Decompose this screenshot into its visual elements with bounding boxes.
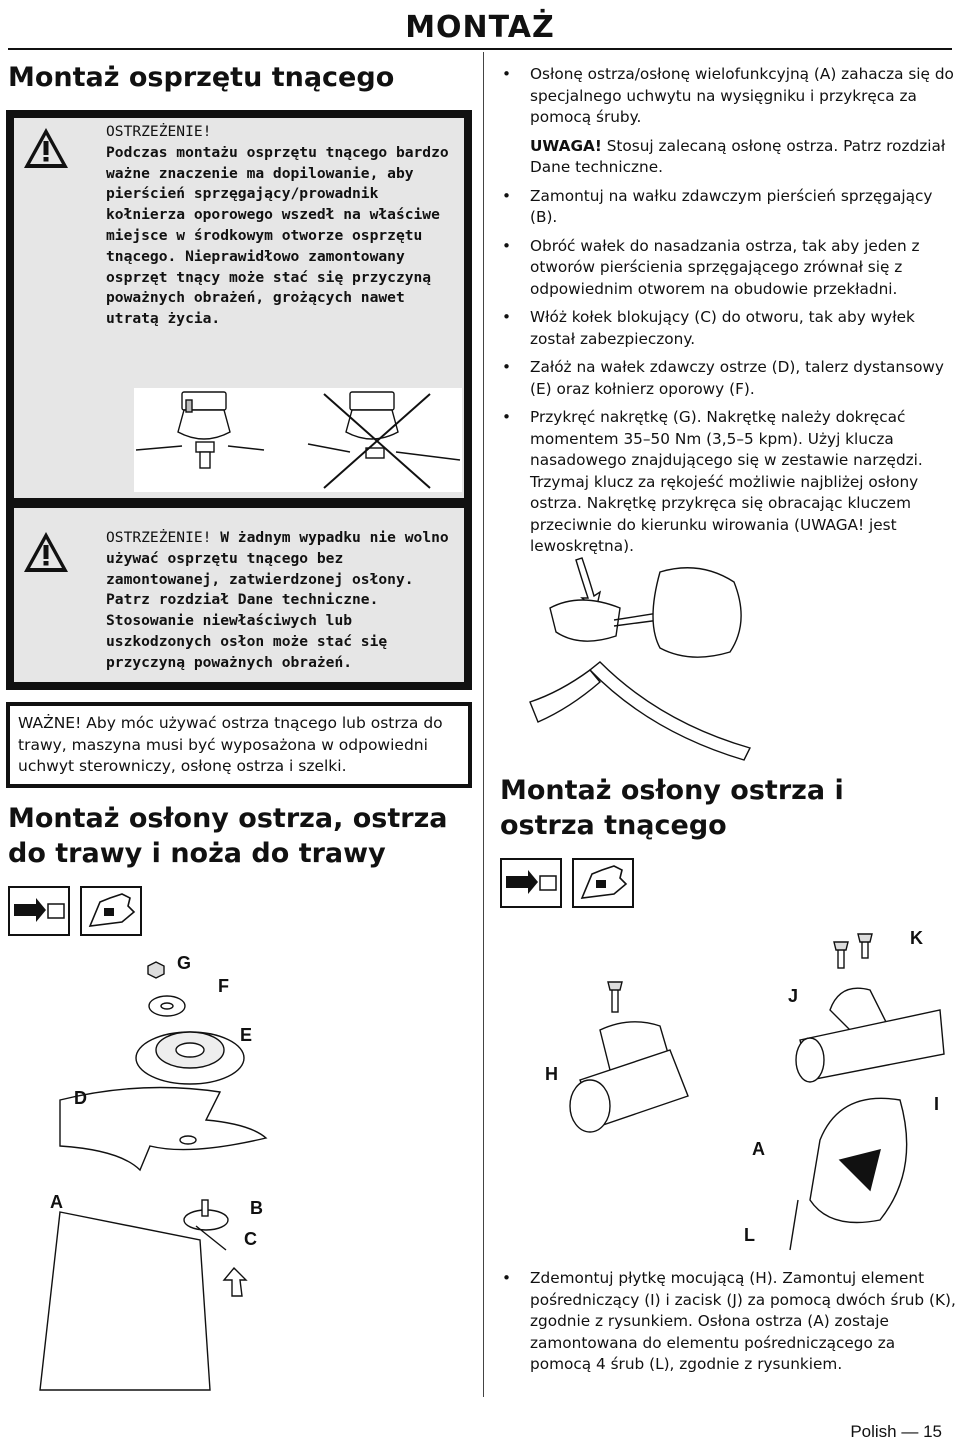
list-item: • Przykręć nakrętkę (G). Nakrętkę należy dokręcać momentem 35–50 Nm (3,5–5 kpm). Użyj klucza nasadowego znajdującego się w zestawie narzędzi. Trzymaj klucz za rękojeść możliwie najbliżej osłony ostrza. Nakrętkę przykręca się obracając kluczem przeciwnie do kierunku wirowania (UWAGA! jest lewoskrętna). bbox=[502, 408, 923, 555]
warning-1-content bbox=[106, 122, 462, 330]
callout-i: I bbox=[934, 1094, 940, 1114]
guard-steps-list bbox=[500, 1268, 958, 1376]
guard-assembly-drawing bbox=[540, 930, 950, 1260]
protective-glove-icon bbox=[572, 858, 634, 908]
note-label: UWAGA! bbox=[530, 136, 602, 155]
warning-2-content bbox=[106, 528, 462, 674]
warning-1-text: Podczas montażu osprzętu tnącego bardzo ważne znaczenie ma dopilowanie, aby pierścień sprzęgający/prowadnik kołnierza oporowego wszedł na właściwe miejsce w środkowym otworze osprzętu tnącego. Nieprawidłowo zamontowany osprzęt tnący może stać się przyczyną poważnych obrażeń, grożących nawet utratą życia. bbox=[106, 143, 449, 328]
protective-glove-icon bbox=[80, 886, 142, 936]
blade-mount-figure bbox=[134, 388, 462, 492]
callout-h: H bbox=[545, 1064, 558, 1084]
list-item-text: Obróć wałek do nasadzania ostrza, tak aby jeden z otworów pierścienia sprzęgającego zrównał się z odpowiednim otworem na obudowie przekładni. bbox=[530, 236, 920, 298]
callout-a-right: A bbox=[752, 1139, 765, 1159]
callout-f: F bbox=[218, 976, 229, 996]
list-item: • Zdemontuj płytkę mocującą (H). Zamontuj element pośredniczący (I) i zacisk (J) za pomocą dwóch śrub (K), zgodnie z rysunkiem. Osłona ostrza (A) zostaje zamontowana do elementu pośredniczącego za pomocą 4 śrub (L), zgodnie z rysunkiem. bbox=[502, 1269, 956, 1373]
header-rule bbox=[8, 48, 952, 50]
page-footer: Polish — 15 bbox=[850, 1422, 942, 1441]
grass-blade-assembly-drawing bbox=[20, 950, 280, 1395]
list-item-text: Załóż na wałek zdawczy ostrze (D), talerz dystansowy (E) oraz kołnierz oporowy (F). bbox=[530, 358, 944, 398]
list-item: • Włóż kołek blokujący (C) do otworu, tak aby wyłek został zabezpieczony. bbox=[502, 308, 915, 348]
callout-j: J bbox=[788, 986, 799, 1006]
warning-1-label: OSTRZEŻENIE! bbox=[106, 123, 212, 140]
section-title-blade-guard-grass: Montaż osłony ostrza, ostrza do trawy i noża do trawy bbox=[8, 803, 448, 869]
important-text: Aby móc używać ostrza tnącego lub ostrza do trawy, maszyna musi być wyposażona w odpowiedni uchwyt sterowniczy, osłonę ostrza i szelki. bbox=[18, 714, 443, 775]
callout-l: L bbox=[744, 1225, 755, 1245]
list-item: • Zamontuj na wałku zdawczym pierścień sprzęgający (B). bbox=[502, 186, 933, 226]
mounting-steps-list bbox=[500, 64, 958, 565]
callout-d: D bbox=[74, 1088, 87, 1108]
list-item-text: Włóż kołek blokujący (C) do otworu, tak aby wyłek został zabezpieczony. bbox=[530, 308, 915, 348]
page-header-title: MONTAŻ bbox=[405, 10, 555, 45]
column-divider bbox=[483, 52, 484, 1397]
list-item: • Obróć wałek do nasadzania ostrza, tak aby jeden z otworów pierścienia sprzęgającego zrównał się z odpowiednim otworem na obudowie przekładni. bbox=[502, 236, 920, 298]
engine-stop-icon bbox=[8, 886, 70, 936]
callout-a-left: A bbox=[50, 1192, 63, 1212]
warning-2-text: W żadnym wypadku nie wolno używać osprzętu tnącego bez zamontowanej, zatwierdzonej osłony. Patrz rozdział Dane techniczne. Stosowanie niewłaściwych lub uszkodzonych osłon może stać się przyczyną poważnych obrażeń. bbox=[106, 529, 449, 671]
callout-g: G bbox=[177, 953, 192, 973]
engine-stop-icon bbox=[500, 858, 562, 908]
list-item-text: Zdemontuj płytkę mocującą (H). Zamontuj element pośredniczący (I) i zacisk (J) za pomocą dwóch śrub (K), zgodnie z rysunkiem. Osłona ostrza (A) zostaje zamontowana do elementu pośredniczącego za pomocą 4 śrub (L), zgodnie z rysunkiem. bbox=[530, 1269, 956, 1373]
tightening-nut-drawing bbox=[520, 552, 760, 768]
warning-2-label: OSTRZEŻENIE! bbox=[106, 529, 212, 546]
section-title-cutting-equipment: Montaż osprzętu tnącego bbox=[8, 62, 395, 93]
callout-c: C bbox=[244, 1229, 257, 1249]
important-content bbox=[18, 713, 463, 778]
list-item-text: Zamontuj na wałku zdawczym pierścień sprzęgający (B). bbox=[530, 186, 933, 226]
list-item-text: Osłonę ostrza/osłonę wielofunkcyjną (A) zahacza się do specjalnego uchwytu na wysięgniku i przykręca za pomocą śruby. bbox=[530, 65, 954, 126]
warning-triangle-icon bbox=[22, 126, 70, 170]
section-title-blade-guard-cutting: Montaż osłony ostrza i ostrza tnącego bbox=[500, 775, 844, 841]
list-item: • Załóż na wałek zdawczy ostrze (D), talerz dystansowy (E) oraz kołnierz oporowy (F). bbox=[502, 358, 944, 398]
note-text: Stosuj zalecaną osłonę ostrza. Patrz rozdział Dane techniczne. bbox=[530, 136, 946, 176]
important-label: WAŻNE! bbox=[18, 714, 82, 732]
note-item bbox=[500, 136, 958, 179]
warning-triangle-icon bbox=[22, 530, 70, 574]
callout-k: K bbox=[910, 928, 923, 948]
list-item: • Osłonę ostrza/osłonę wielofunkcyjną (A) zahacza się do specjalnego uchwytu na wysięgniku i przykręca za pomocą śruby. bbox=[502, 65, 954, 126]
list-item-text: Przykręć nakrętkę (G). Nakrętkę należy dokręcać momentem 35–50 Nm (3,5–5 kpm). Użyj klucza nasadowego znajdującego się w zestawie narzędzi. Trzymaj klucz za rękojeść możliwie najbliżej osłony ostrza. Nakrętkę przykręca się obracając kluczem przeciwnie do kierunku wirowania (UWAGA! jest lewoskrętna). bbox=[530, 408, 923, 555]
callout-e: E bbox=[240, 1025, 253, 1045]
callout-b: B bbox=[250, 1198, 263, 1218]
